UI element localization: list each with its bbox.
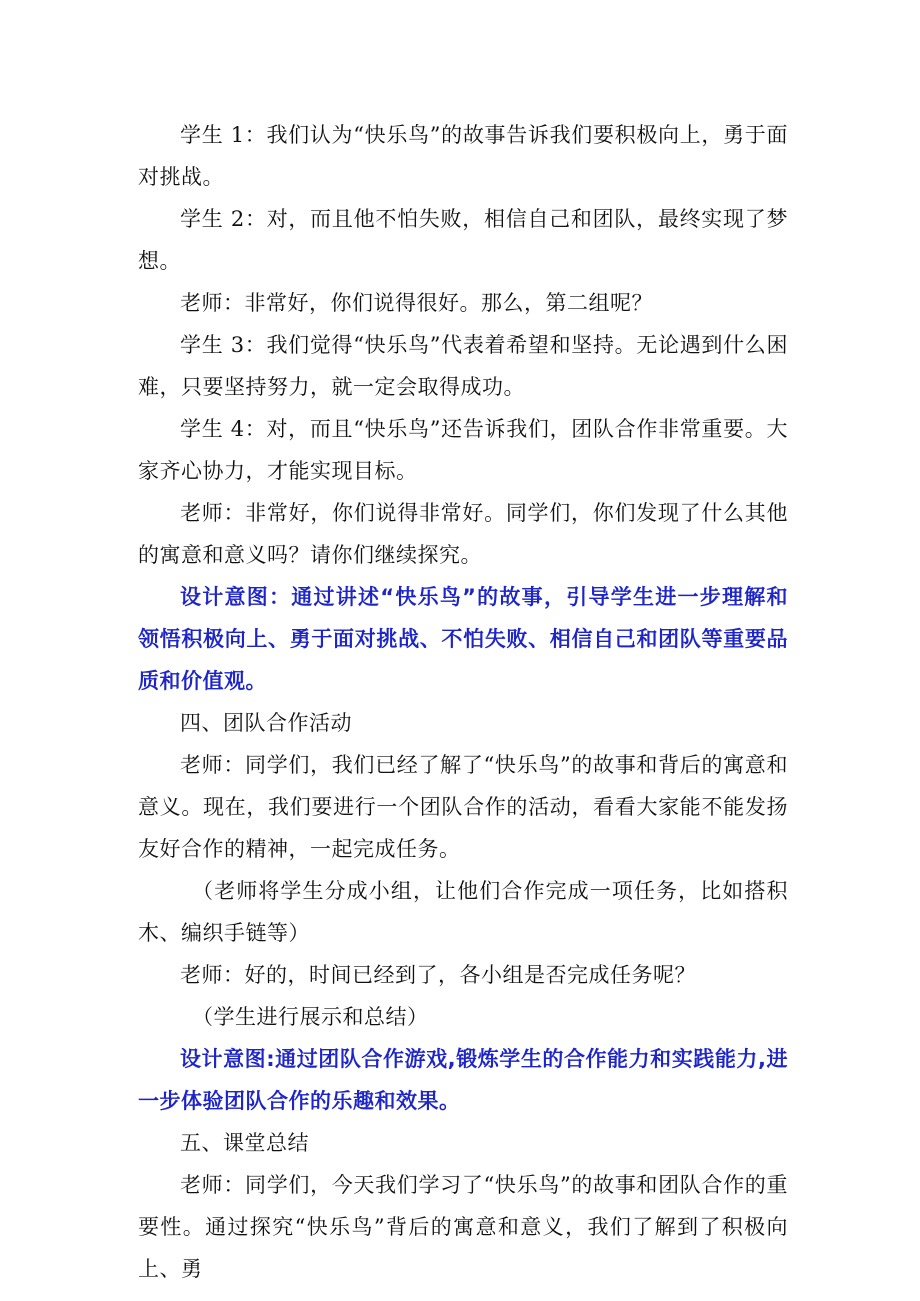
section-heading-team-activity: 四、团队合作活动 — [180, 711, 352, 735]
dialog-teacher-3: 老师：同学们，我们已经了解了“快乐鸟”的故事和背后的寓意和意义。现在，我们要进行一个团队合作的活动，看看大家能不能发扬友好合作的精神，一起完成任务。 — [138, 753, 788, 861]
design-intent-1: 设计意图：通过讲述“快乐鸟”的故事，引导学生进一步理解和领悟积极向上、勇于面对挑战、不怕失败、相信自己和团队等重要品质和价值观。 — [138, 585, 788, 693]
stage-direction-2: （学生进行展示和总结） — [192, 1005, 429, 1029]
dialog-teacher-2: 老师：非常好，你们说得非常好。同学们，你们发现了什么其他的寓意和意义吗？请你们继续探究。 — [138, 501, 788, 567]
design-intent-2: 设计意图:通过团队合作游戏,锻炼学生的合作能力和实践能力,进一步体验团队合作的乐趣和效果。 — [138, 1047, 788, 1113]
dialog-student-1: 学生 1：我们认为“快乐鸟”的故事告诉我们要积极向上，勇于面对挑战。 — [138, 123, 788, 189]
dialog-student-4: 学生 4：对，而且“快乐鸟”还告诉我们，团队合作非常重要。大家齐心协力，才能实现目标。 — [138, 417, 788, 483]
section-heading-summary: 五、课堂总结 — [180, 1131, 309, 1155]
dialog-student-2: 学生 2：对，而且他不怕失败，相信自己和团队，最终实现了梦想。 — [138, 207, 788, 273]
dialog-teacher-5: 老师：同学们，今天我们学习了“快乐鸟”的故事和团队合作的重要性。通过探究“快乐鸟”背后的寓意和意义，我们了解到了积极向上、勇 — [138, 1173, 788, 1281]
dialog-student-3: 学生 3：我们觉得“快乐鸟”代表着希望和坚持。无论遇到什么困难，只要坚持努力，就一定会取得成功。 — [138, 333, 788, 399]
dialog-teacher-1: 老师：非常好，你们说得很好。那么，第二组呢？ — [180, 291, 653, 315]
document-page — [138, 114, 788, 1290]
stage-direction-1: （老师将学生分成小组，让他们合作完成一项任务，比如搭积木、编织手链等） — [138, 879, 788, 945]
dialog-teacher-4: 老师：好的，时间已经到了，各小组是否完成任务呢？ — [180, 963, 696, 987]
